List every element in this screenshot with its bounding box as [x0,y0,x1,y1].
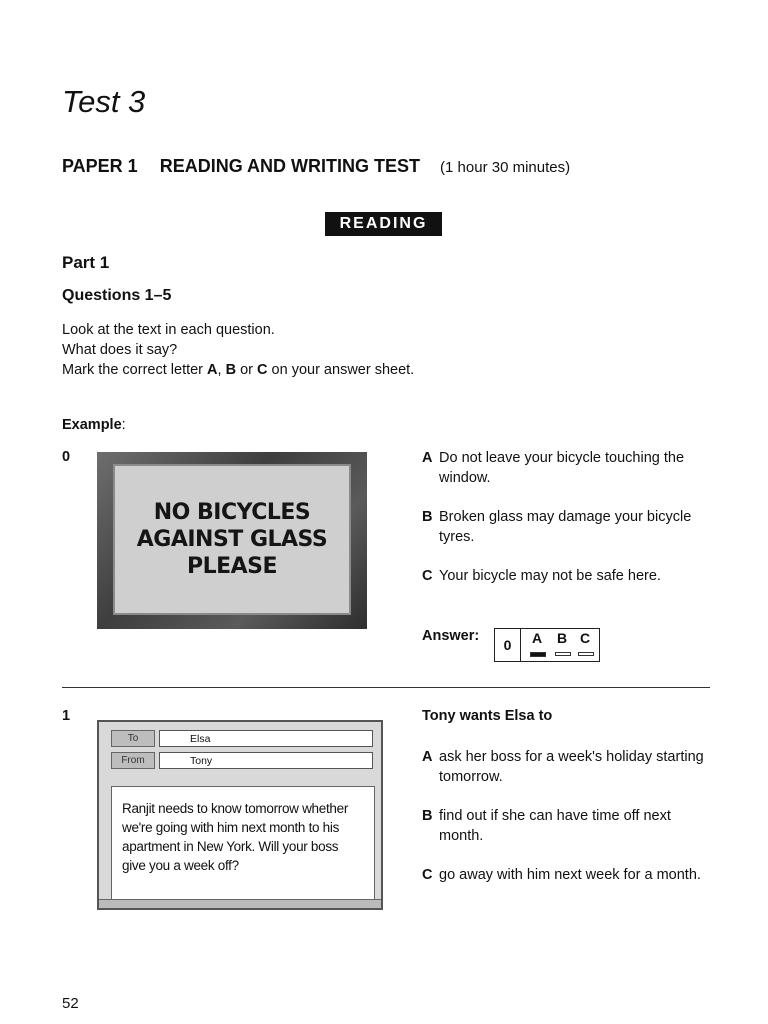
example-colon: : [121,417,126,433]
answer-letter-a: A [532,630,543,646]
sign-photo [97,452,367,629]
option-letter: A [422,450,433,466]
sign-text-line: PLEASE [186,554,278,579]
paper-duration: (1 hour 30 minutes) [440,159,571,176]
paper-title: READING AND WRITING TEST [159,156,421,176]
option-c[interactable] [422,865,712,885]
sign-text-line: AGAINST GLASS [136,527,328,552]
instruction-line: What does it say? [62,342,178,358]
instruction-line: Look at the text in each question. [62,322,275,338]
option-b[interactable] [422,507,712,547]
paper-heading [62,156,570,177]
questions-range: Questions 1–5 [62,287,172,304]
answer-label: Answer: [422,628,480,644]
option-text: go away with him next week for a month. [439,867,701,883]
option-letter: A [422,749,433,765]
email-window [97,720,383,910]
option-text: ask her boss for a week's holiday starting tomorrow. [439,749,704,785]
part-title: Part 1 [62,253,110,272]
example-number: 0 [62,449,71,465]
option-a[interactable] [422,448,712,488]
section-divider [62,687,710,688]
instruction-letter: C [257,362,268,378]
instruction-text: on your answer sheet. [267,362,415,378]
question-number: 1 [62,708,71,724]
option-letter: C [422,568,433,584]
from-field[interactable]: Tony [159,752,373,769]
option-letter: B [422,509,433,525]
instruction-text: Mark the correct letter [62,362,208,378]
paper-number: PAPER 1 [62,156,138,176]
option-letter: C [422,867,433,883]
email-body: Ranjit needs to know tomorrow whether we're going with him next month to his apartment in New York. Will your boss give you a week off? [111,786,375,902]
option-c[interactable] [422,566,712,586]
from-button[interactable]: From [111,752,155,769]
option-text: Do not leave your bicycle touching the window. [439,450,685,486]
option-a[interactable] [422,747,712,787]
example-label-text: Example [62,417,122,433]
page-number: 52 [62,995,79,1012]
instruction-line [62,360,414,380]
answer-number: 0 [495,629,521,661]
answer-box [494,628,600,662]
option-text: Your bicycle may not be safe here. [439,568,661,584]
answer-mark-b [555,652,571,656]
option-text: Broken glass may damage your bicycle tyres. [439,509,692,545]
answer-letter-c: C [580,630,591,646]
email-status-bar [99,899,381,908]
instruction-letter: A [207,362,218,378]
option-text: find out if she can have time off next month. [439,808,671,844]
to-field[interactable]: Elsa [159,730,373,747]
instructions [62,320,414,380]
sign-board [113,464,351,615]
instruction-text: or [236,362,258,378]
instruction-letter: B [225,362,237,378]
instruction-text: , [217,362,226,378]
section-banner: READING [325,212,442,236]
option-b[interactable] [422,806,712,846]
question1-options [422,747,712,904]
sign-text-line: NO BICYCLES [153,500,311,525]
answer-mark-a [530,652,546,657]
test-title: Test 3 [62,84,146,119]
answer-letter-b: B [557,630,568,646]
example-options [422,448,712,605]
answer-cells [521,629,599,661]
answer-mark-c [578,652,594,656]
option-letter: B [422,808,433,824]
example-label [62,417,126,433]
question-lead: Tony wants Elsa to [422,708,553,724]
to-button[interactable]: To [111,730,155,747]
